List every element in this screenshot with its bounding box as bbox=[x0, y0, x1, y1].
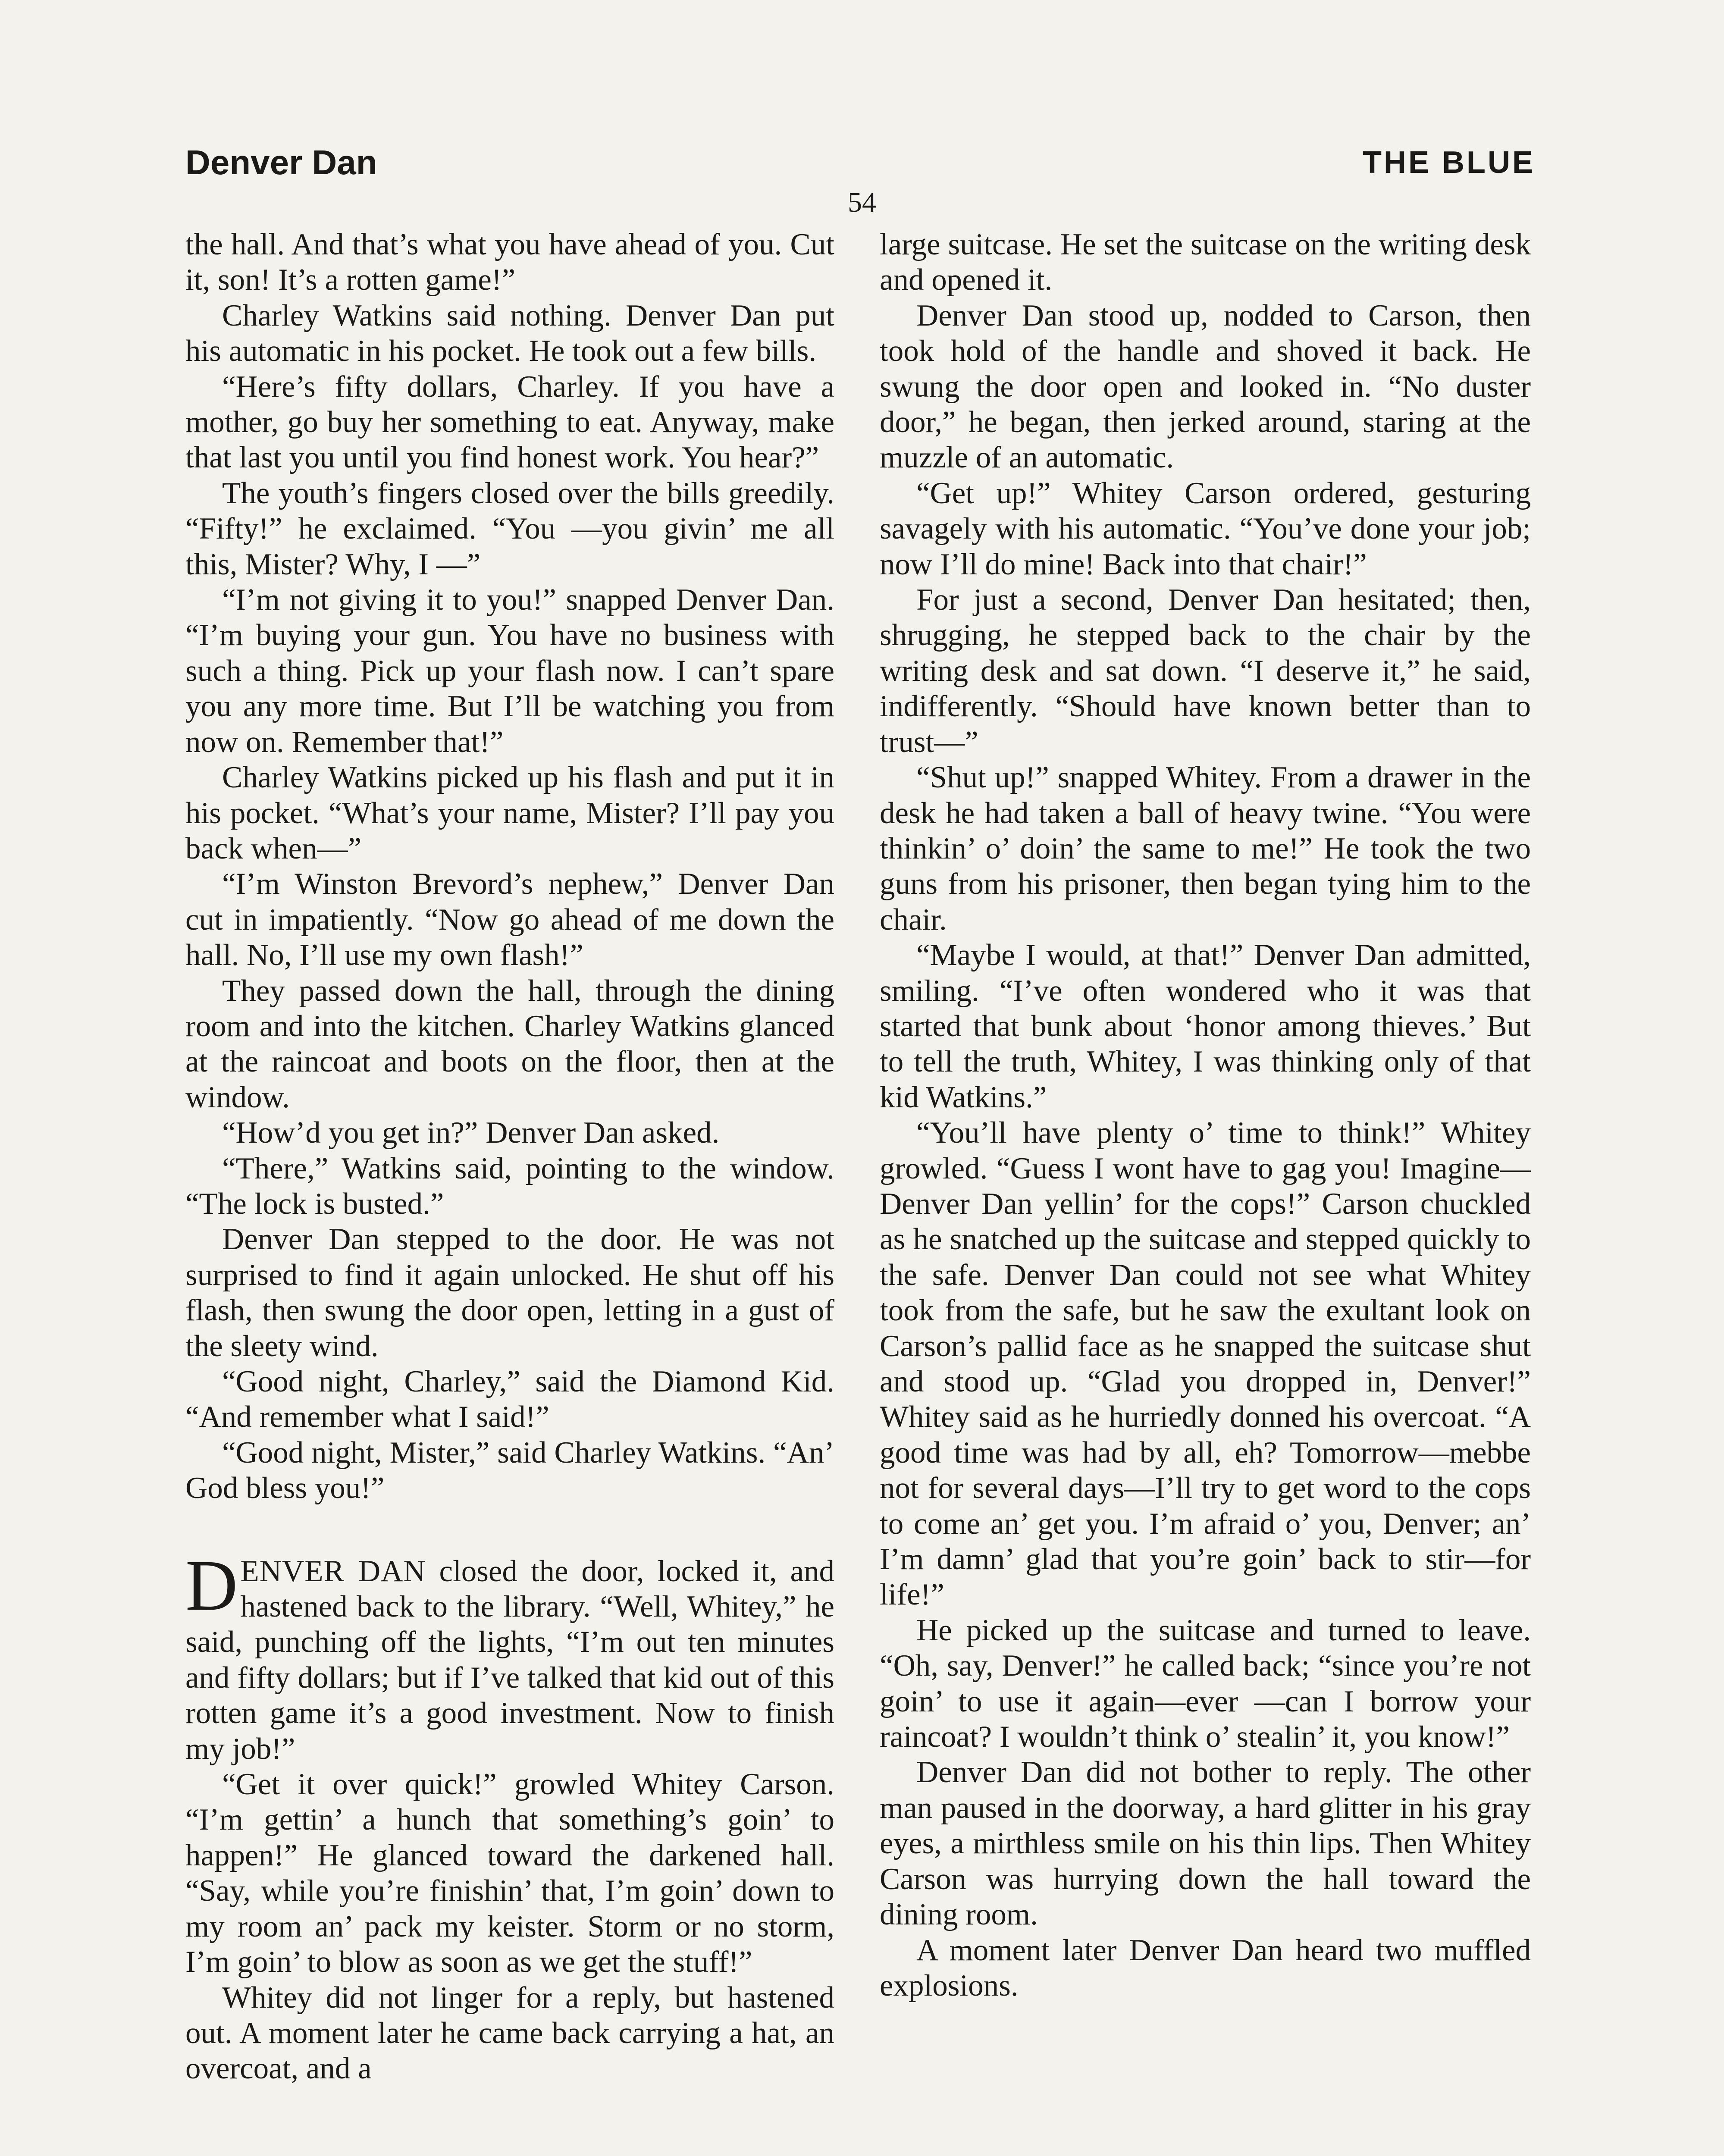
paragraph: “I’m Winston Brevord’s nephew,” Denver Dan cut in impatiently. “Now go ahead of me down the hall. No, I’ll use my own flash!” bbox=[185, 867, 834, 972]
page-number: 54 bbox=[848, 187, 876, 218]
paragraph: “Good night, Charley,” said the Diamond Kid. “And remember what I said!” bbox=[185, 1365, 834, 1434]
paragraph: “Get it over quick!” growled Whitey Carson. “I’m gettin’ a hunch that something’s goin’ to happen!” He glanced toward the darkened hall. “Say, while you’re finishin’ that, I’m goin’ down to my room an’ pack my keister. Storm or no storm, I’m goin’ to blow as soon as we get the stuff!” bbox=[185, 1767, 834, 1979]
paragraph: Charley Watkins picked up his flash and put it in his pocket. “What’s your name, Mister? I’ll pay you back when—” bbox=[185, 761, 834, 865]
story-title: Denver Dan bbox=[185, 143, 377, 182]
paragraph: A moment later Denver Dan heard two muffled explosions. bbox=[880, 1933, 1531, 2002]
section-opening-paragraph bbox=[185, 1545, 835, 1767]
paragraph: “I’m not giving it to you!” snapped Denver Dan. “I’m buying your gun. You have no business with such a thing. Pick up your flash now. I can’t spare you any more time. But I’ll be watching you from now on. Remember that!” bbox=[185, 583, 834, 759]
paragraph: “How’d you get in?” Denver Dan asked. bbox=[222, 1116, 720, 1150]
paragraph: “Shut up!” snapped Whitey. From a drawer in the desk he had taken a ball of heavy twine. “You were thinkin’ o’ doin’ the same to me!” He took the two guns from his prisoner, then began tying him to the chair. bbox=[880, 761, 1531, 937]
paragraph: Whitey did not linger for a reply, but hastened out. A moment later he came back carrying a hat, an overcoat, and a bbox=[185, 1981, 834, 2086]
left-column bbox=[185, 227, 834, 2087]
paragraph: Denver Dan stood up, nodded to Carson, then took hold of the handle and shoved it back. He swung the door open and looked in. “No duster door,” he began, then jerked around, staring at the muzzle of an automatic. bbox=[880, 298, 1531, 475]
right-column bbox=[880, 227, 1531, 2003]
paragraph: Denver Dan stepped to the door. He was not surprised to find it again unlocked. He shut off his flash, then swung the door open, letting in a gust of the sleety wind. bbox=[185, 1222, 834, 1363]
paragraph-text: closed the door, locked it, and hastened back to the library. “Well, Whitey,” he said, punching off the lights, “I’m out ten minutes and fifty dollars; but if I’ve talked that kid out of this rotten game it’s a good investment. Now to finish my job!” bbox=[185, 1554, 835, 1766]
paragraph: The youth’s fingers closed over the bills greedily. “Fifty!” he exclaimed. “You —you givin’ me all this, Mister? Why, I —” bbox=[185, 476, 834, 581]
running-header bbox=[185, 139, 1535, 186]
magazine-title: THE BLUE bbox=[1363, 145, 1535, 180]
paragraph: “Good night, Mister,” said Charley Watkins. “An’ God bless you!” bbox=[185, 1435, 834, 1505]
paragraph: For just a second, Denver Dan hesitated; then, shrugging, he stepped back to the chair by the writing desk and sat down. “I deserve it,” he said, indifferently. “Should have known better than to trust—” bbox=[880, 583, 1531, 759]
paragraph: the hall. And that’s what you have ahead of you. Cut it, son! It’s a rotten game!” bbox=[185, 228, 834, 297]
paragraph: “Here’s fifty dollars, Charley. If you have a mother, go buy her something to eat. Anyway, make that last you until you find honest work. You hear?” bbox=[185, 370, 834, 475]
paragraph: “There,” Watkins said, pointing to the window. “The lock is busted.” bbox=[185, 1151, 834, 1221]
paragraph: “Maybe I would, at that!” Denver Dan admitted, smiling. “I’ve often wondered who it was that started that bunk about ‘honor among thieves.’ But to tell the truth, Whitey, I was thinking only of that kid Watkins.” bbox=[880, 938, 1531, 1114]
paragraph: “You’ll have plenty o’ time to think!” Whitey growled. “Guess I wont have to gag you! Imagine—Denver Dan yellin’ for the cops!” Carson chuckled as he snatched up the suitcase and stepped quickly to the safe. Denver Dan could not see what Whitey took from the safe, but he saw the exultant look on Carson’s pallid face as he snapped the suitcase shut and stood up. “Glad you dropped in, Denver!” Whitey said as he hurriedly donned his overcoat. “A good time was had by all, eh? Tomorrow—mebbe not for several days—I’ll try to get word to the cops to come an’ get you. I’m afraid o’ you, Denver; an’ I’m damn’ glad that you’re goin’ back to stir—for life!” bbox=[880, 1116, 1531, 1612]
paragraph: He picked up the suitcase and turned to leave. “Oh, say, Denver!” he called back; “since you’re not goin’ to use it again—ever —can I borrow your raincoat? I wouldn’t think o’ stealin’ it, you know!” bbox=[880, 1613, 1531, 1754]
paragraph: large suitcase. He set the suitcase on the writing desk and opened it. bbox=[880, 228, 1531, 297]
paragraph: They passed down the hall, through the dining room and into the kitchen. Charley Watkins glanced at the raincoat and boots on the floor, then at the window. bbox=[185, 974, 834, 1114]
paragraph: Denver Dan did not bother to reply. The other man paused in the doorway, a hard glitter in his gray eyes, a mirthless smile on his thin lips. Then Whitey Carson was hurrying down the hall toward the dining room. bbox=[880, 1755, 1531, 1932]
paragraph: “Get up!” Whitey Carson ordered, gesturing savagely with his automatic. “You’ve done your job; now I’ll do mine! Back into that chair!” bbox=[880, 476, 1531, 581]
smallcaps-lead: ENVER DAN bbox=[240, 1554, 426, 1588]
drop-cap-letter: D bbox=[185, 1545, 238, 1626]
paragraph: Charley Watkins said nothing. Denver Dan put his automatic in his pocket. He took out a few bills. bbox=[185, 298, 834, 368]
